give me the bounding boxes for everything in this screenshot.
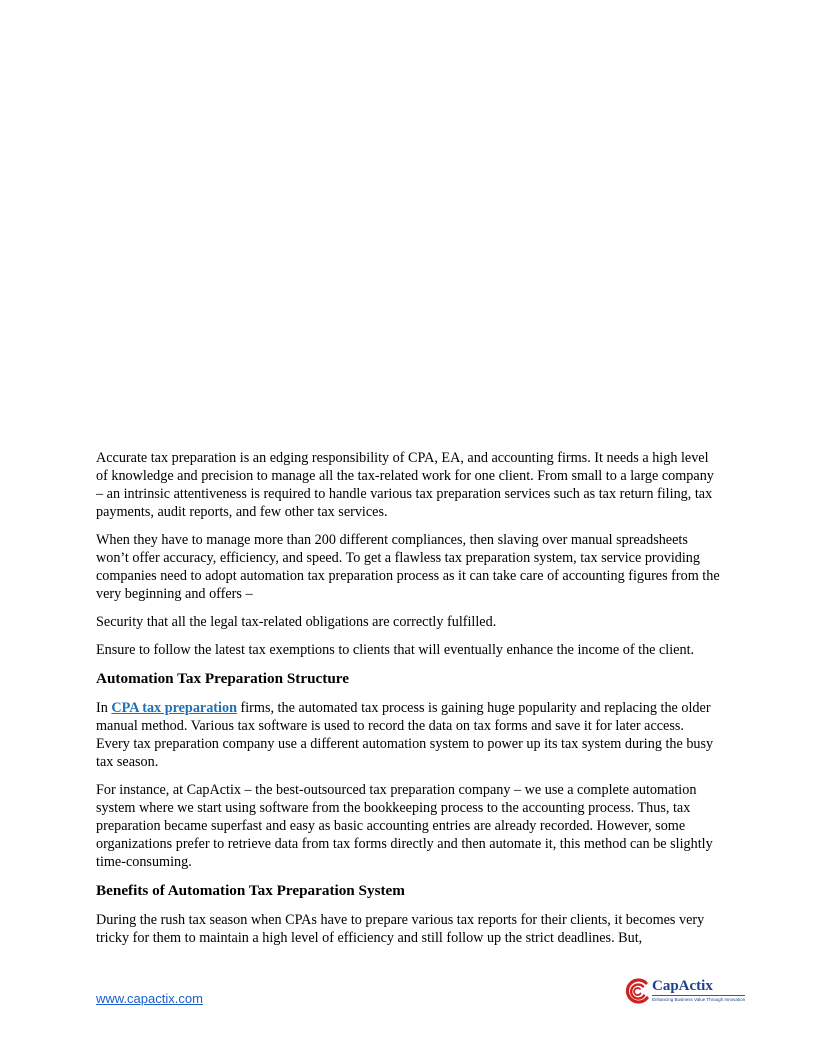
logo-text-block: [652, 979, 745, 1003]
section2-paragraph-1: During the rush tax season when CPAs have to prepare various tax reports for their clients, it becomes very tricky for them to maintain a high level of efficiency and still follow up the strict deadlines. But,: [96, 912, 705, 946]
intro-paragraph-4: Ensure to follow the latest tax exemptions to clients that will eventually enhance the income of the client.: [96, 642, 695, 658]
logo-tagline: Enhancing Business Value Through Innovation: [652, 997, 746, 1002]
cpa-tax-preparation-link[interactable]: CPA tax preparation: [111, 700, 237, 716]
section1-paragraph-2: For instance, at CapActix – the best-outsourced tax preparation company – we use a complete automation system where we start using software from the bookkeeping process to the accounting process. Thus, tax preparation became superfast and easy as basic accounting entries are already recorded. However, some organizations prefer to retrieve data from tax forms directly and then automate it, this method can be slightly time-consuming.: [96, 782, 713, 870]
intro-paragraph-2: When they have to manage more than 200 different compliances, then slaving over manual spreadsheets won’t offer accuracy, efficiency, and speed. To get a flawless tax preparation system, tax service providing companies need to adopt automation tax preparation process as it can take care of accounting figures from the very beginning and offers –: [96, 532, 720, 602]
intro-paragraph-1: Accurate tax preparation is an edging responsibility of CPA, EA, and accounting firms. It needs a high level of knowledge and precision to manage all the tax-related work for one client. From small to a large company – an intrinsic attentiveness is required to handle various tax preparation services such as tax return filing, tax payments, audit reports, and few other tax services.: [96, 450, 714, 520]
footer-website-link[interactable]: www.capactix.com: [96, 991, 203, 1006]
section1-paragraph-1-prefix: In: [96, 700, 112, 716]
capactix-logo: [624, 976, 746, 1006]
logo-name: CapActix: [652, 978, 713, 994]
swirl-logo-icon: [624, 977, 650, 1005]
section-heading-benefits: Benefits of Automation Tax Preparation System: [96, 882, 405, 899]
document-body: [96, 449, 720, 957]
section1-paragraph-1: [96, 699, 720, 771]
section1-paragraph-1-suffix: firms, the automated tax process is gaining huge popularity and replacing the older manual method. Various tax software is used to record the data on tax forms and save it for later access. Every tax preparation company use a different automation system to power up its tax system during the busy tax season.: [96, 700, 714, 770]
section-heading-automation-structure: Automation Tax Preparation Structure: [96, 670, 349, 687]
intro-paragraph-3: Security that all the legal tax-related obligations are correctly fulfilled.: [96, 614, 497, 630]
